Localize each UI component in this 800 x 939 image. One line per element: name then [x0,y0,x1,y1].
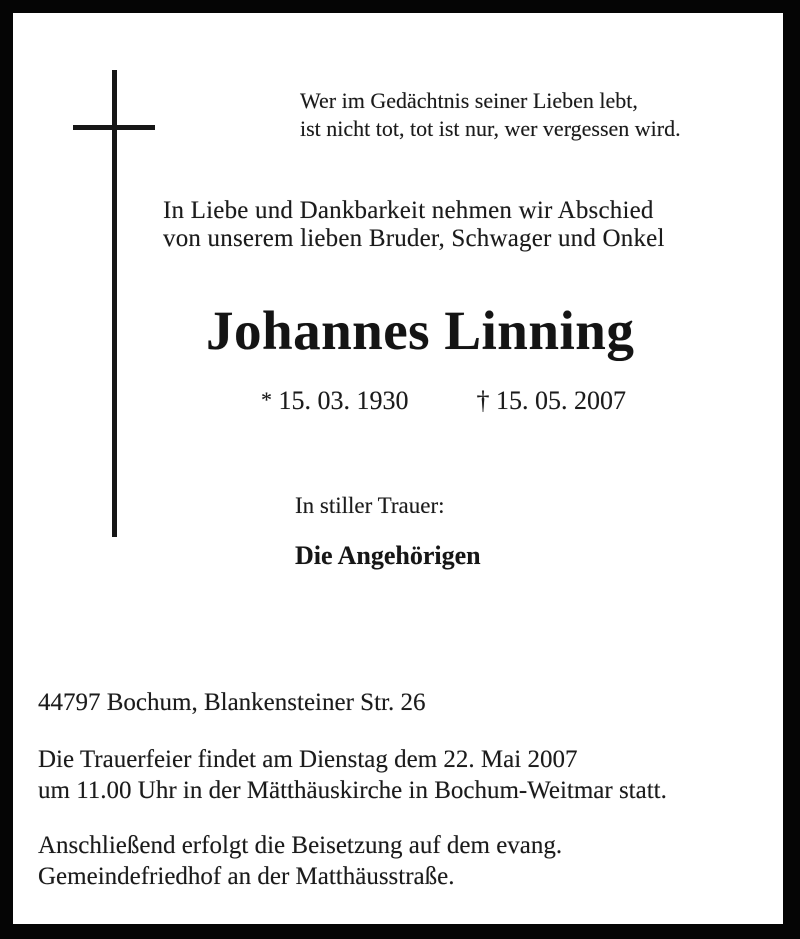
epigraph-line-1: Wer im Gedächtnis seiner Lieben lebt, [300,88,638,113]
burial-info [38,830,562,892]
funeral-line-1: Die Trauerfeier findet am Dienstag dem 22. Mai 2007 [38,746,578,773]
birth-date-group [261,386,409,415]
mourners: Die Angehörigen [295,541,481,570]
burial-line-1: Anschließend erfolgt die Beisetzung auf dem evang. [38,832,563,859]
mourning-label: In stiller Trauer: [295,493,445,518]
address-line: 44797 Bochum, Blankensteiner Str. 26 [38,689,426,716]
life-dates [261,386,626,416]
funeral-info [38,744,667,806]
cross-horizontal-bar [73,125,155,130]
death-date-group [477,386,627,415]
notice-sheet [13,13,783,924]
cross-vertical-bar [112,70,117,537]
intro-line-1: In Liebe und Dankbarkeit nehmen wir Abschied [163,197,654,224]
epigraph [300,87,681,143]
death-cross-symbol: † [476,386,490,415]
intro-line-2: von unserem lieben Bruder, Schwager und Onkel [163,225,665,252]
birth-date: 15. 03. 1930 [278,386,409,415]
birth-star-symbol: * [261,387,272,412]
deceased-name: Johannes Linning [206,300,635,361]
burial-line-2: Gemeindefriedhof an der Matthäusstraße. [38,863,455,890]
death-date: 15. 05. 2007 [496,386,626,415]
funeral-line-2: um 11.00 Uhr in der Mätthäuskirche in Bochum-Weitmar statt. [38,777,667,804]
intro-text [163,197,665,253]
epigraph-line-2: ist nicht tot, tot ist nur, wer vergessen wird. [300,116,681,141]
